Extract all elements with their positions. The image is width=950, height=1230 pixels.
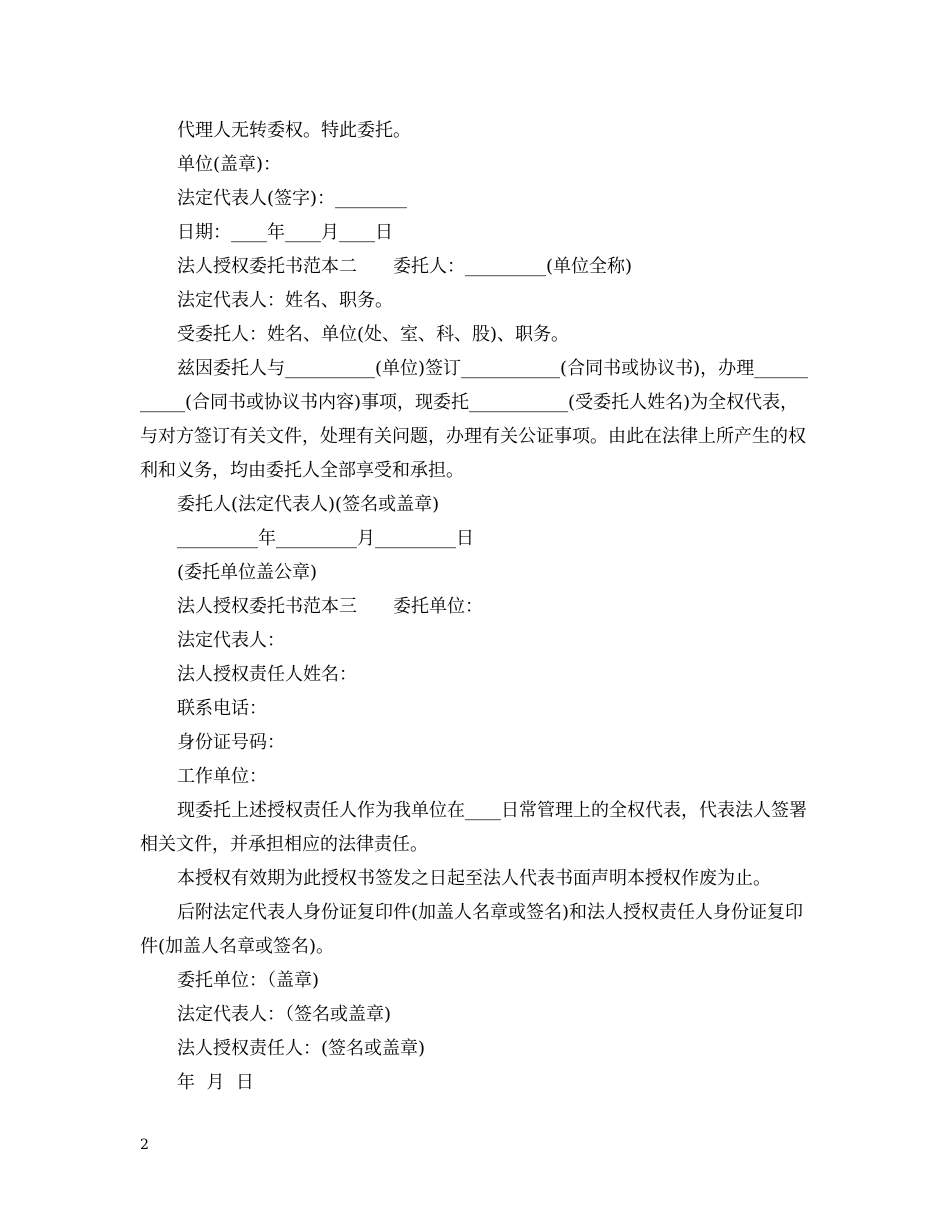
document-body bbox=[140, 114, 816, 1100]
page-number: 2 bbox=[140, 1137, 149, 1153]
paragraph: 委托人(法定代表人)(签名或盖章) bbox=[177, 494, 440, 515]
paragraph: 联系电话： bbox=[177, 698, 267, 719]
paragraph: 本授权有效期为此授权书签发之日起至法人代表书面声明本授权作废为止。 bbox=[177, 868, 771, 889]
paragraph: 法定代表人：（签名或盖章) bbox=[177, 1004, 392, 1025]
paragraph: 现委托上述授权责任人作为我单位在____日常管理上的全权代表，代表法人签署相关文件，并承担相应的法律责任。 bbox=[140, 800, 807, 855]
paragraph: 法人授权委托书范本三 委托单位： bbox=[177, 596, 483, 617]
paragraph: 委托单位：（盖章) bbox=[177, 970, 320, 991]
paragraph: 日期：____年____月____日 bbox=[177, 222, 393, 243]
paragraph: 单位(盖章)： bbox=[177, 154, 282, 175]
paragraph: 法定代表人： bbox=[177, 630, 285, 651]
paragraph: 法定代表人(签字)：________ bbox=[177, 188, 408, 209]
paragraph: 法人授权责任人：(签名或盖章) bbox=[177, 1038, 426, 1059]
paragraph: 法人授权责任人姓名： bbox=[177, 664, 357, 685]
paragraph: 身份证号码： bbox=[177, 732, 285, 753]
paragraph: 工作单位： bbox=[177, 766, 267, 787]
paragraph: 年 月 日 bbox=[177, 1072, 254, 1093]
paragraph: 受委托人：姓名、单位(处、室、科、股)、职务。 bbox=[177, 324, 570, 345]
paragraph: (委托单位盖公章) bbox=[177, 562, 318, 583]
paragraph: 法定代表人：姓名、职务。 bbox=[177, 290, 393, 311]
paragraph: 后附法定代表人身份证复印件(加盖人名章或签名)和法人授权责任人身份证复印件(加盖人名章或签名)。 bbox=[140, 902, 804, 957]
paragraph: 代理人无转委权。特此委托。 bbox=[177, 120, 411, 141]
paragraph: 兹因委托人与__________(单位)签订___________(合同书或协议书)，办理___________(合同书或协议书内容)事项，现委托___________(受委托人姓名)为全权代表，与对方签订有关文件，处理有关问题，办理有关公证事项。由此在法律上所产生的权利和义务，均由委托人全部享受和承担。 bbox=[140, 358, 809, 481]
paragraph: _________年_________月_________日 bbox=[177, 528, 474, 549]
paragraph: 法人授权委托书范本二 委托人：_________(单位全称) bbox=[177, 256, 633, 277]
